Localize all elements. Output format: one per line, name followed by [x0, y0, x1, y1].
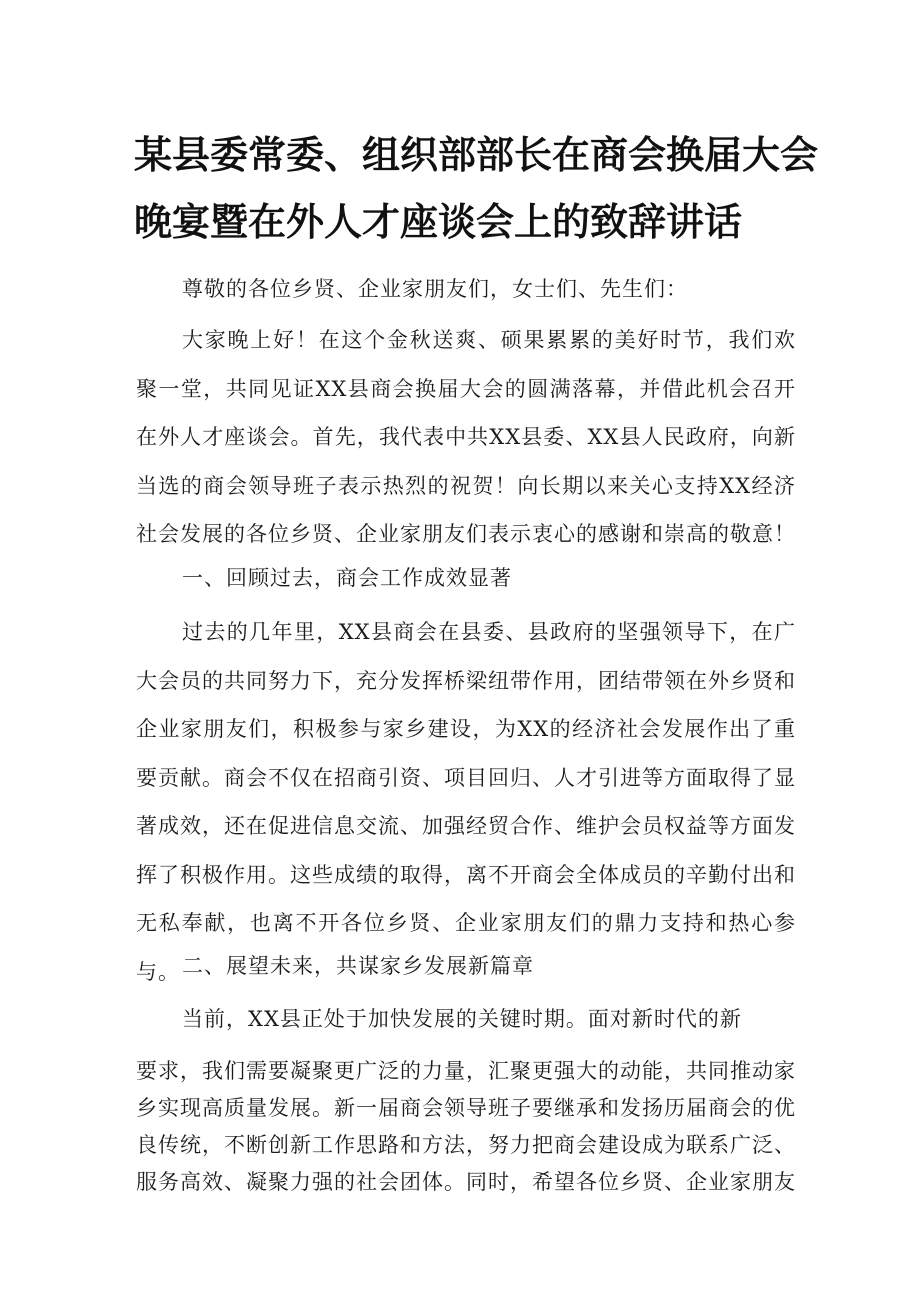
- section-heading-2: 二、展望未来，共谋家乡发展新篇章: [182, 954, 534, 978]
- past-paragraph: 过去的几年里，XX县商会在县委、县政府的坚强领导下，在广大会员的共同努力下，充分发挥桥梁纽带作用，团结带领在外乡贤和企业家朋友们，积极参与家乡建设，为XX的经济社会发展作出了重要贡献。商会不仅在招商引资、项目回归、人才引进等方面取得了显著成效，还在促进信息交流、加强经贸合作、维护会员权益等方面发挥了积极作用。这些成绩的取得，离不开商会全体成员的辛勤付出和无私奉献，也离不开各位乡贤、企业家朋友们的鼎力支持和热心参与。: [136, 620, 796, 984]
- document-title-line-1: 某县委常委、组织部部长在商会换届大会: [134, 133, 819, 177]
- current-paragraph-first-line: 当前，XX县正处于加快发展的关键时期。面对新时代的新: [182, 1007, 742, 1031]
- document-title-line-2: 晚宴暨在外人才座谈会上的致辞讲话: [134, 200, 743, 244]
- intro-paragraph: 大家晚上好！在这个金秋送爽、硕果累累的美好时节，我们欢聚一堂，共同见证XX县商会换届大会的圆满落幕，并借此机会召开在外人才座谈会。首先，我代表中共XX县委、XX县人民政府，向新当选的商会领导班子表示热烈的祝贺！向长期以来关心支持XX经济社会发展的各位乡贤、企业家朋友们表示衷心的感谢和崇高的敬意！: [136, 328, 796, 546]
- current-paragraph-continued: 要求，我们需要凝聚更广泛的力量，汇聚更强大的动能，共同推动家乡实现高质量发展。新一届商会领导班子要继承和发扬历届商会的优良传统，不断创新工作思路和方法，努力把商会建设成为联系广泛、服务高效、凝聚力强的社会团体。同时，希望各位乡贤、企业家朋友: [136, 1059, 796, 1194]
- greeting-paragraph: 尊敬的各位乡贤、企业家朋友们，女士们、先生们：: [182, 277, 688, 301]
- section-heading-1: 一、回顾过去，商会工作成效显著: [182, 566, 512, 590]
